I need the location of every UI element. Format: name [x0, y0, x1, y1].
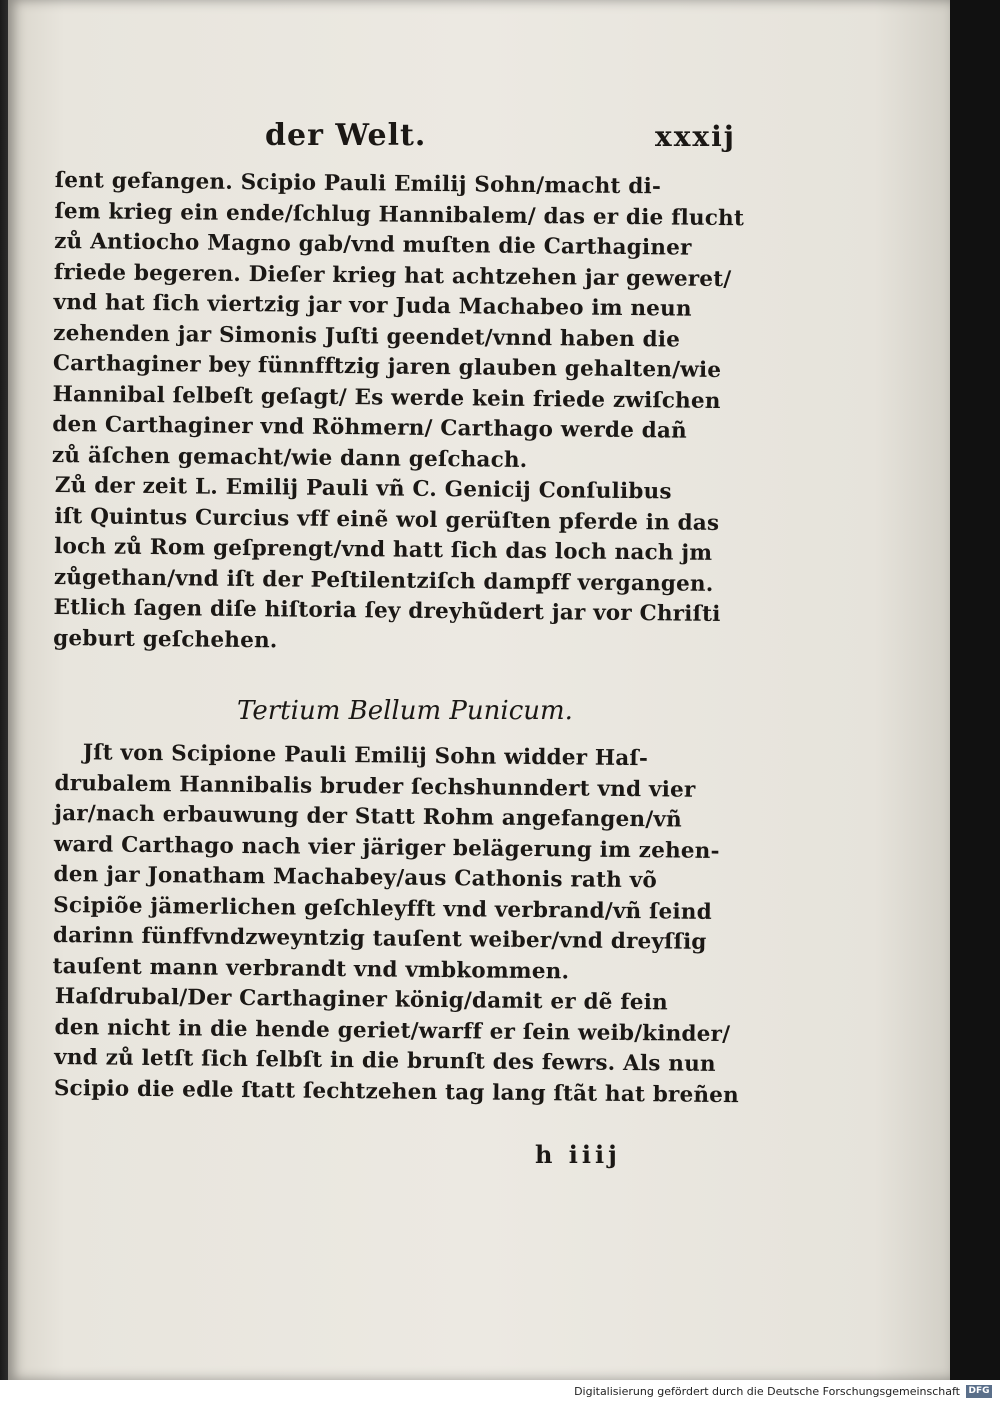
text-line: geburt geſchehen. — [53, 625, 278, 653]
text-line: zůgethan/vnd iſt der Peſtilentziſch dampff vergangen. — [53, 564, 714, 597]
text-line: Carthaginer bey fünnfftzig jaren glauben gehalten/wie — [52, 350, 722, 383]
text-line: Hannibal ſelbeſt geſagt/ Es werde kein friede zwiſchen — [52, 381, 721, 414]
text-line: drubalem Hannibalis bruder ſechshunndert vnd vier — [54, 770, 696, 803]
paragraph-1 — [51, 166, 745, 478]
page-text — [51, 118, 745, 1108]
text-line: zů Antiocho Magno gab/vnd muſten die Carthaginer — [54, 228, 692, 261]
signature-mark: h iiij — [535, 1140, 621, 1169]
text-line: ſent gefangen. Scipio Pauli Emilij Sohn/macht di- — [54, 167, 662, 200]
text-line: friede begeren. Dieſer krieg hat achtzehen jar geweret/ — [53, 259, 732, 292]
text-line: den jar Jonatham Machabey/aus Cathonis rath võ — [53, 861, 658, 894]
text-line: Scipio die edle ſtatt ſechtzehen tag lang ſtãt hat breñen — [53, 1075, 740, 1108]
text-line: zehenden jar Simonis Juſti geendet/vnnd haben die — [53, 320, 681, 353]
text-line: Etlich ſagen diſe hiſtoria ſey dreyhũdert jar vor Chriſti — [53, 594, 721, 627]
text-line: Haſdrubal/Der Carthaginer könig/damit er dẽ fein — [54, 983, 668, 1016]
paragraph-2 — [53, 471, 725, 661]
text-line: darinn fünffvndzweyntzig tauſent weiber/vnd dreyſſig — [52, 922, 707, 955]
text-line: vnd hat ſich viertzig jar vor Juda Machabeo im neun — [53, 289, 692, 322]
text-line: tauſent mann verbrandt vnd vmbkommen. — [52, 953, 570, 984]
text-line: zů äſchen gemacht/wie dann geſchach. — [51, 442, 528, 473]
text-line: ward Carthago nach vier järiger belägerung im zehen- — [53, 831, 720, 864]
scan-margin-right — [950, 0, 1000, 1380]
text-line: Jſt von Scipione Pauli Emilij Sohn widder Haſ- — [82, 740, 649, 772]
funding-credit: Digitalisierung gefördert durch die Deutsche Forschungsgemeinschaft — [574, 1385, 960, 1398]
text-line: iſt Quintus Curcius vff einẽ wol gerüſten pferde in das — [54, 503, 720, 536]
text-line: Zů der zeit L. Emilij Pauli vñ C. Genicij Conſulibus — [54, 472, 672, 505]
paragraph-3 — [52, 738, 725, 989]
dfg-logo: DFG — [966, 1385, 992, 1398]
text-line: ſem krieg ein ende/ſchlug Hannibalem/ das er die flucht — [54, 198, 745, 231]
page-header — [55, 118, 736, 166]
running-head: der Welt. — [265, 118, 427, 153]
text-line: den nicht in die hende geriet/warff er ſein weib/kinder/ — [54, 1014, 731, 1047]
folio-number: xxxij — [655, 120, 736, 153]
section-title: Tertium Bellum Punicum. — [237, 696, 573, 726]
text-line: den Carthaginer vnd Röhmern/ Carthago werde dañ — [52, 411, 688, 444]
text-line: vnd zů letſt ſich ſelbſt in die brunſt des fewrs. Als nun — [54, 1044, 716, 1077]
text-line: loch zů Rom geſprengt/vnd hatt ſich das loch nach jm — [54, 533, 713, 566]
paragraph-4 — [53, 982, 740, 1111]
text-line: jar/nach erbauwung der Statt Rohm angefangen/vñ — [54, 800, 683, 833]
text-line: Scipiõe jämerlichen geſchleyfft vnd verbrand/vñ ſeind — [53, 892, 713, 925]
footer-bar — [0, 1380, 1000, 1404]
